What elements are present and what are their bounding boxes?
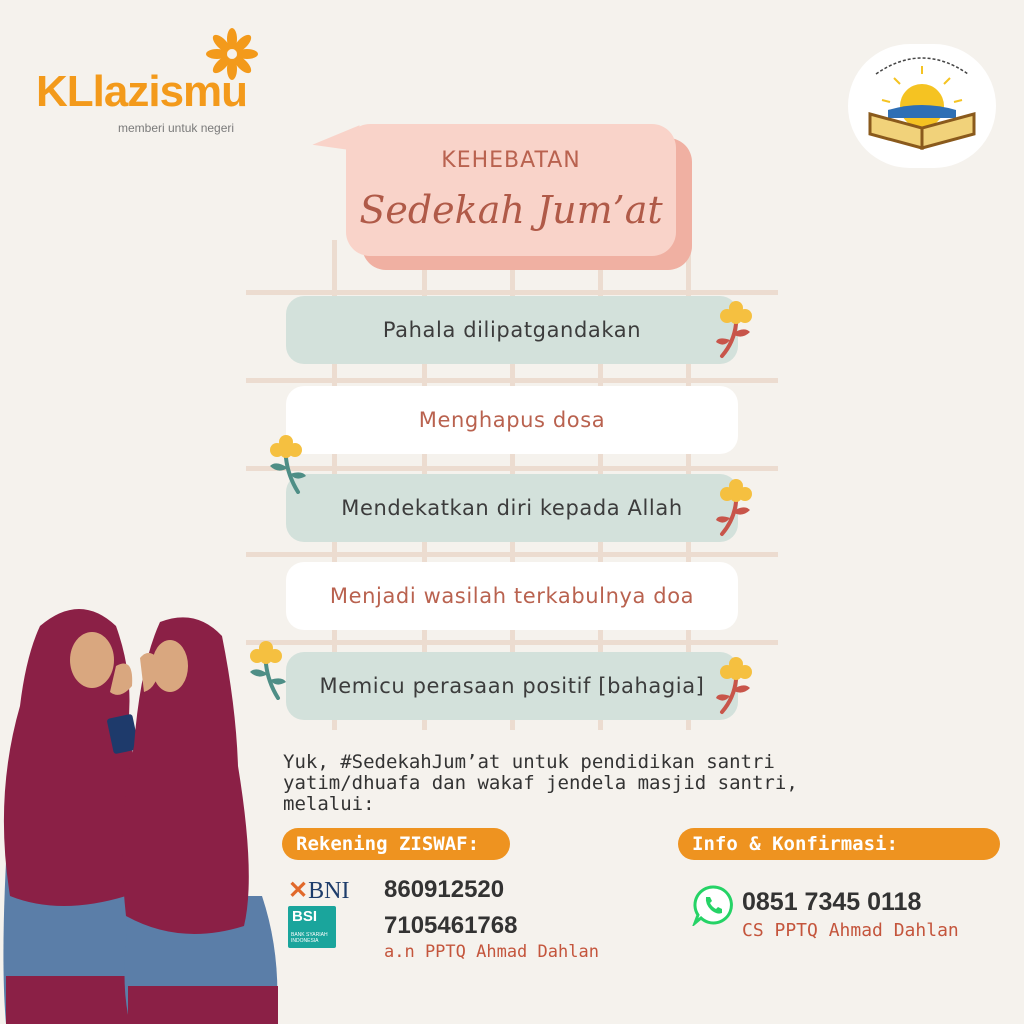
pesantren-emblem <box>848 44 996 168</box>
bsi-account-number: 7105461768 <box>384 912 518 939</box>
bsi-subtitle: BANK SYARIAH INDONESIA <box>291 932 328 944</box>
flower-icon <box>714 656 758 716</box>
logo-kl: KL <box>36 67 93 116</box>
cta-text <box>283 752 843 815</box>
account-owner: a.n PPTQ Ahmad Dahlan <box>384 942 599 962</box>
logo-name: lazismu <box>92 67 248 116</box>
cta-line: melalui: <box>283 793 375 815</box>
benefit-label: Pahala dilipatgandakan <box>382 318 642 342</box>
santri-girls-illustration <box>0 596 290 1024</box>
benefit-item <box>286 386 738 454</box>
benefit-item <box>286 296 738 364</box>
flower-icon <box>714 300 758 360</box>
lazismu-logo <box>36 67 248 116</box>
whatsapp-icon <box>692 884 734 926</box>
contact-phone[interactable]: 0851 7345 0118 <box>742 888 922 916</box>
bni-logo <box>288 876 349 905</box>
title-kicker: KEHEBATAN <box>441 148 581 173</box>
benefit-item <box>286 474 738 542</box>
cta-line: yatim/dhuafa dan wakaf jendela masjid santri, <box>283 772 798 794</box>
accounts-label: Rekening ZISWAF: <box>282 828 510 860</box>
bsi-name: BSI <box>292 908 318 925</box>
flower-icon <box>264 434 308 494</box>
benefit-label: Memicu perasaan positif [bahagia] <box>319 674 705 698</box>
bni-name: BNI <box>308 878 350 904</box>
bni-account-number: 860912520 <box>384 876 505 903</box>
benefit-item <box>286 652 738 720</box>
contact-name: CS PPTQ Ahmad Dahlan <box>742 920 959 941</box>
benefit-label: Mendekatkan diri kepada Allah <box>341 496 683 520</box>
logo-tagline: memberi untuk negeri <box>118 121 235 135</box>
bsi-logo <box>288 906 336 948</box>
flower-icon <box>714 478 758 538</box>
page-title: Sedekah Jum’at <box>359 188 663 232</box>
quran-emblem-icon <box>848 44 996 168</box>
contact-label: Info & Konfirmasi: <box>678 828 1000 860</box>
bni-mark-icon: ✕ <box>288 878 309 904</box>
cta-line: Yuk, #SedekahJum’at untuk pendidikan santri <box>283 751 775 773</box>
benefit-item <box>286 562 738 630</box>
benefit-label: Menghapus dosa <box>418 408 606 432</box>
benefit-label: Menjadi wasilah terkabulnya doa <box>329 584 695 608</box>
